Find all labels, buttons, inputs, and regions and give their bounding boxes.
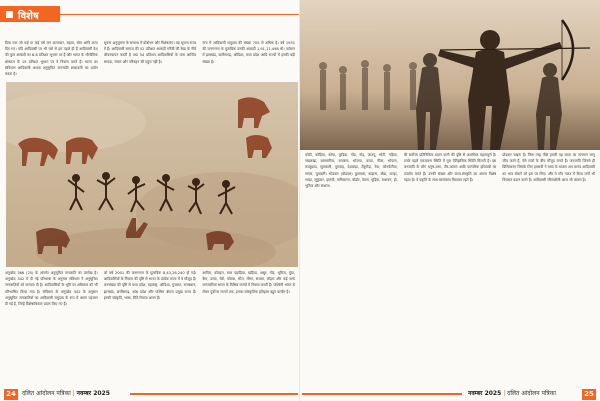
left-top-text-columns (5, 40, 295, 80)
left-top-column-2: सूचना अनुसूचना के सम्बन्ध में प्रोबोधन और विशेषताएं। यह सूचना राज्य में हैं। आदिवासी समाज की 52 प्रतिशत आबादी गरीबी की रेखा के नीचे जीवनयापन करती है तथा 54 प्रतिशत आदिवासियों के पास आर्थिक सम्पदा, संचार और परिवहन की पहुंच नहीं है। (103, 41, 197, 64)
header-rule (60, 14, 300, 15)
archer-warriors-photo (300, 0, 600, 150)
section-label: विशेष (0, 6, 60, 22)
left-footer-magazine: दलित आंदोलन पत्रिका (22, 390, 71, 397)
left-footer-month: नवम्बर 2025 (76, 390, 110, 397)
left-bottom-column-2: जो वर्ष 2001 की जनगणना के मुताबिक 8,43,26,240 हो गई। आदिवासियों के निवास की दृष्टि से भारत के प्रत्येक राज्य में वे मौजूद हैं। जनसंख्या की दृष्टि से मध्य प्रदेश, महाराष्ट्र, ओडिशा, गुजरात, राजस्थान, झारखंड, छत्तीसगढ़, आंध्र प्रदेश और पश्चिम बंगाल प्रमुख राज्य हैं। इनकी संस्कृति, भाषा, रीति-रिवाज अलग हैं। (103, 271, 197, 300)
cave-painting-svg (6, 82, 298, 267)
left-bottom-column-1: अनुच्छेद 366 (25) के अंतर्गत अनुसूचित जनजाति का उल्लेख है। अनुच्छेद 342 में दी गई परिभाषा के अनुसार संविधान ने अनुसूचित जनजातियों को मान्यता दी है। आदिवासियों के भूमि पर अधिकार को भी परिभाषित किया गया है। संविधान के अनुच्छेद 342 के अनुसार अनुसूचित जनजातियों का आदिवासी समुदाय के रूप में अलग पहचान दी गई है, जिन्हें विशेषाधिकार प्रदान किए गए हैं। (5, 271, 98, 307)
left-footer-text: दलित आंदोलन पत्रिका | नवम्बर 2025 (22, 390, 110, 397)
right-footer-text: नवम्बर 2025 | दलित आंदोलन पत्रिका (468, 390, 556, 397)
right-footer-magazine: दलित आंदोलन पत्रिका (507, 390, 556, 397)
right-footer (300, 387, 600, 401)
left-footer (0, 387, 300, 401)
left-footer-bar (130, 393, 298, 395)
left-top-column-3: नाच में आदिवासी समुदाय की संख्या 705 से अधिक है। वर्ष 1951 की जनगणना के मुताबिक उनकी आबादी 1,91,11,498 थी। वर्तमान में झारखंड, छत्तीसगढ़, ओडिशा, मध्य प्रदेश आदि राज्यों में इनकी बड़ी संख्या है। (202, 41, 296, 64)
left-page-number: 24 (4, 389, 18, 400)
right-column-1: कोठी, कोड़िया, कोया, कुड़िया, गोंड, नोड़, जातपु, भोटी, गड़िया, नखलखा, बालमारिक, बनवाना, भोजपा, कावा, नीला, भोपाल, कालूछाउ, सुलबाली, पुरुवाड़, देशबाड़ा, तेंदुगौड़ा, रेवा, कोनकेरीया, नागरा, चुमबली। भोडवार (बोडवार) कुलवारा, बाढ़ाना, बोडा, करहा, भरहा, सुकुदार, हालवी, कनिकाणा, बोढोर, देवना, घुड़िया, राधावन, हो, भूमिज और संथाल। (305, 153, 398, 189)
right-column-3: प्रोडवार चाइना है। जिस तरह पीछे हमारी वह जाता का जनमान जानू जीव करने हैं, ऐसे राजों के बीच मौजूद जनते हैं। जनजाति जिनसे ही प्रिलियरनए जिसके लिए हमसवी ने माया के बाजार अप मानव आदिवासी का भाव बोधने जो इस पर लिए। और वे गाँव गलत में दिव्य जनों भी विरासत प्रदान करते हैं। आदिवासी जीवनशैली आज भी कायम है। (502, 153, 596, 182)
right-page-number: 25 (582, 389, 596, 400)
left-bottom-text-columns (5, 270, 295, 380)
right-column-2: की सर्वोच्च प्रतिनिधित्व प्रदान करने की दृष्टि से अत्यधिक महत्वपूर्ण है। उनके पहले एकवारना स्थिति में मूल ऐतिहासिक स्थिति मिलती है। इस जनजाति के लोग धनुष-बाण, तीर-कमान आदि पारंपरिक हथियारों का उपयोग करते हैं। उनकी संख्या और कला-संस्कृति का अपना विशेष महत्व है। वे प्रकृति के साथ सामंजस्य बिठाकर रहते हैं। (403, 153, 497, 182)
left-top-column-1: दिया गया जो कई पा कई वर्ष जन कलाकार, सहाय, बोल आदि कला दिए गए। यदि आदिवासी पर भी चले से हम पहले ही हैं आदिवासी देश की कुल आबादी का 8.6 प्रतिशत भूभाग पर हैं और भारत के भौगोलिक क्षेत्रफल के 15 प्रतिशत भूभाग पर वे निवास करते हैं। भारत का संविधान आदिवासी अथवा अनुसूचित जनजाति शब्दावली का प्रयोग करता है। (5, 41, 98, 77)
cave-painting-illustration (6, 82, 298, 267)
archer-photo-svg (300, 0, 600, 150)
right-footer-bar (302, 393, 462, 395)
left-bottom-column-3: आदिम, कोल्हल, बाल पहाड़िया, खड़िया, असुर, गोंड, भूमिज, मुंडा, बैगा, उरांव, चेरो, कोरबा, भील, मीणा, संथाल, लोहरा और कई अन्य जनजातियां भारत के विभिन्न राज्यों में निवास करती हैं। पश्चिमी भारत से लेकर पूर्वोत्तर राज्यों तक, इनका सांस्कृतिक इतिहास बहुत प्राचीन है। (202, 271, 296, 294)
right-footer-month: नवम्बर 2025 (468, 390, 502, 397)
right-text-columns (305, 152, 595, 380)
